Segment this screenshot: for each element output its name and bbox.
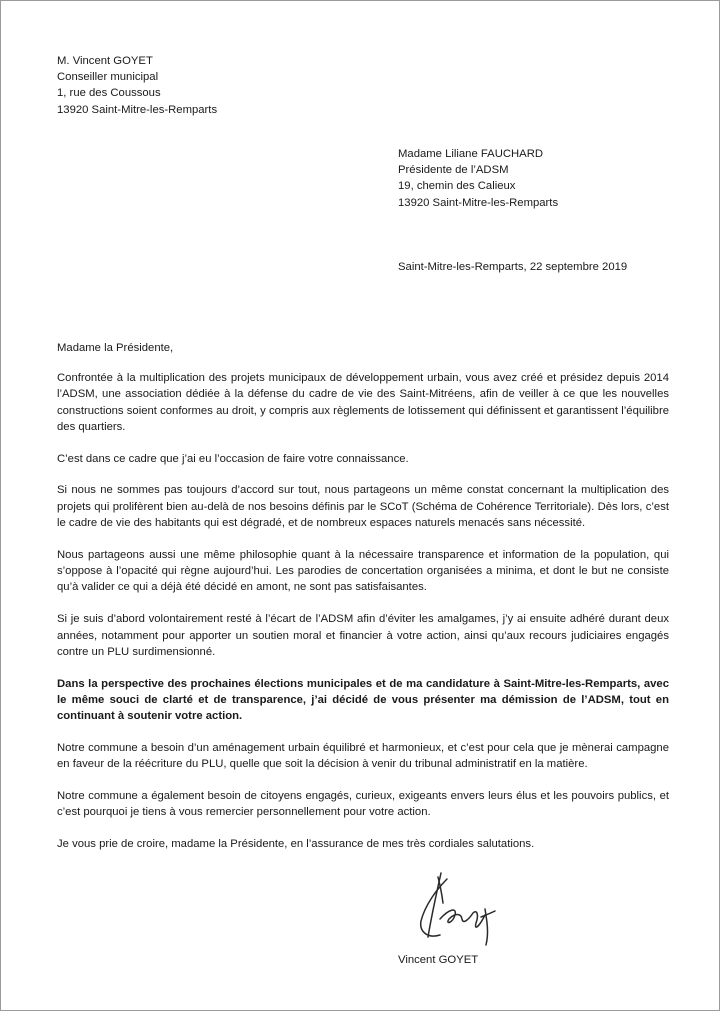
paragraph: Confrontée à la multiplication des projets municipaux de développement urbain, vous avez créé et présidez depuis 2014 l’ADSM, une association dédiée à la défense du cadre de vie des Saint-Mitréens, afin de veiller à ce que les nouvelles constructions soient conformes au droit, y compris aux règlements de lotissement qui définissent et garantissent l’équilibre des quartiers. (57, 372, 669, 433)
sender-title: Conseiller municipal (57, 71, 159, 84)
paragraph: Notre commune a également besoin de citoyens engagés, curieux, exigeants envers leurs élus et les pouvoirs publics, et c’est pourquoi je tiens à vous remercier personnellement pour votre action. (57, 790, 669, 819)
recipient-title: Présidente de l’ADSM (398, 164, 509, 177)
paragraph: Notre commune a besoin d’un aménagement urbain équilibré et harmonieux, et c’est pour cela que je mènerai campagne en faveur de la réécriture du PLU, quelle que soit la décision à venir du tribunal administratif en la matière. (57, 742, 669, 771)
salutation: Madame la Présidente, (57, 342, 174, 354)
sender-name: M. Vincent GOYET (57, 55, 153, 67)
letter-date: Saint-Mitre-les-Remparts, 22 septembre 2019 (398, 261, 628, 273)
recipient-street: 19, chemin des Calieux (398, 180, 516, 193)
recipient-city: 13920 Saint-Mitre-les-Remparts (398, 196, 559, 209)
sender-address-block (57, 53, 217, 118)
sender-city: 13920 Saint-Mitre-les-Remparts (57, 103, 218, 116)
paragraph: C’est dans ce cadre que j’ai eu l’occasion de faire votre connaissance. (57, 452, 409, 465)
sender-street: 1, rue des Coussous (57, 87, 161, 100)
recipient-name: Madame Liliane FAUCHARD (398, 148, 544, 160)
closing-paragraph: Je vous prie de croire, madame la Présidente, en l’assurance de mes très cordiales salutations. (57, 838, 535, 851)
letter-body (57, 370, 669, 868)
paragraph: Si je suis d’abord volontairement resté à l’écart de l’ADSM afin d’éviter les amalgames, j’y ai ensuite adhéré durant deux années, notamment pour apporter un soutien moral et financier à votre action, ainsi qu’aux recours judiciaires engagés contre un PLU surdimensionné. (57, 613, 669, 658)
handwritten-signature-icon (407, 869, 499, 951)
paragraph: Nous partageons aussi une même philosophie quant à la nécessaire transparence et information de la population, qui s’oppose à l’opacité qui règne aujourd’hui. Les parodies de concertation organisées a minima, et dont le but ne consiste qu’à valider ce qui a déjà été décidé en amont, ne sont pas satisfaisantes. (57, 548, 669, 594)
recipient-address-block (398, 146, 558, 211)
paragraph: Si nous ne sommes pas toujours d’accord sur tout, nous partageons un même constat concernant la multiplication des projets qui prolifèrent bien au-delà de nos besoins définis par le SCoT (Schéma de Cohérence Territoriale). Dès lors, c’est le cadre de vie des habitants qui est dégradé, et de nombreux espaces naturels menacés sans nécessité. (57, 484, 669, 530)
paragraph-bold-resignation: Dans la perspective des prochaines élections municipales et de ma candidature à Saint-Mitre-les-Remparts, avec le même souci de clarté et de transparence, j’ai décidé de vous présenter ma démission de l’ADSM, tout en continuant à soutenir votre action. (57, 677, 669, 723)
signer-name: Vincent GOYET (398, 954, 479, 966)
